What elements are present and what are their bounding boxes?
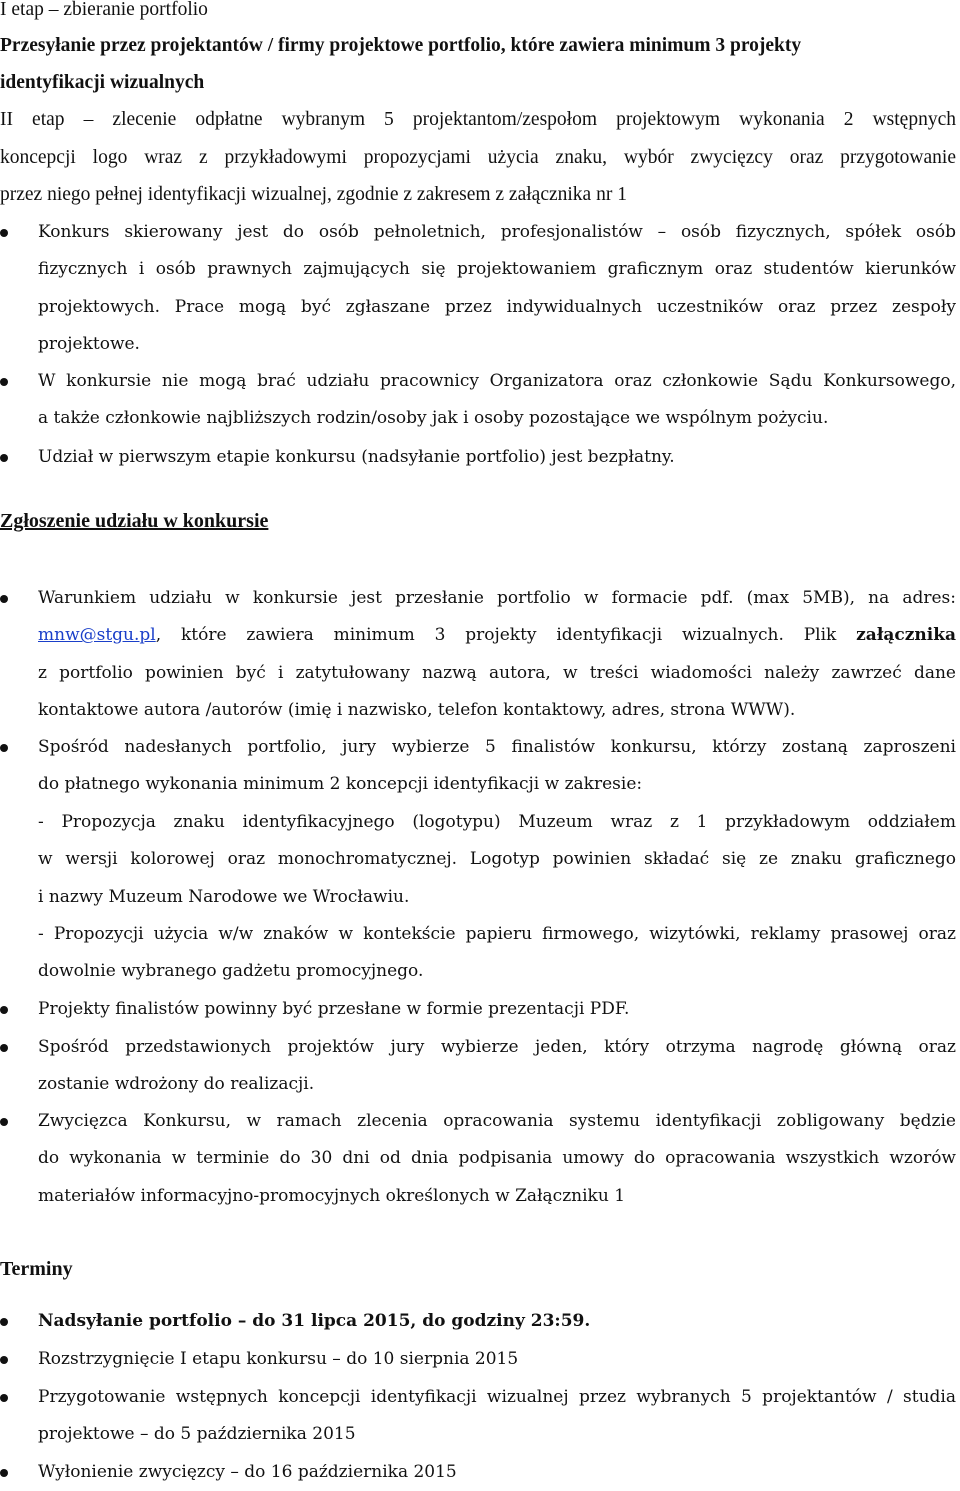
text-line: - Propozycja znaku identyfikacyjnego (logotypu) Muzeum wraz z 1 przykładowym oddziałem xyxy=(38,811,956,832)
text-line: W konkursie nie mogą brać udziału pracownicy Organizatora oraz członkowie Sądu Konkursowego, xyxy=(38,371,956,391)
bullet-icon xyxy=(0,378,8,386)
text-line: materiałów informacyjno-promocyjnych określonych w Załączniku 1 xyxy=(38,1185,626,1206)
bullet-icon xyxy=(0,1118,8,1126)
text-line: Zwycięzca Konkursu, w ramach zlecenia opracowania systemu identyfikacji zobligowany będzie xyxy=(38,1111,956,1131)
text-line: a także członkowie najbliższych rodzin/osoby jak i osoby pozostające we wspólnym pożyciu. xyxy=(38,408,829,429)
list-item xyxy=(38,1029,956,1104)
text-line: do wykonania w terminie do 30 dni od dnia podpisania umowy do opracowania wszystkich wzorów xyxy=(38,1148,956,1169)
list-item xyxy=(38,729,956,991)
deadline-item xyxy=(38,1379,956,1454)
list-item xyxy=(38,1103,956,1215)
section-heading: Terminy xyxy=(0,1258,73,1280)
bullet-icon xyxy=(0,1394,8,1402)
text-line: Konkurs skierowany jest do osób pełnoletnich, profesjonalistów – osób fizycznych, spółek osób xyxy=(38,222,956,242)
text-line: projektowe. xyxy=(38,334,140,355)
text-line: - Propozycji użycia w/w znaków w kontekście papieru firmowego, wizytówki, reklamy prasowej oraz xyxy=(38,923,956,944)
text-line: Przygotowanie wstępnych koncepcji identyfikacji wizualnej przez wybranych 5 projektantów / studia xyxy=(38,1387,956,1407)
bold-word: załącznika xyxy=(856,625,956,646)
text-line: do płatnego wykonania minimum 2 koncepcji identyfikacji w zakresie: xyxy=(38,774,643,795)
stage2-line: koncepcji logo wraz z przykładowymi propozycjami użycia znaku, wybór zwycięzcy oraz przygotowanie xyxy=(0,147,956,168)
list-item xyxy=(38,214,956,364)
text-line xyxy=(38,617,956,654)
text-line: Warunkiem udziału w konkursie jest przesłanie portfolio w formacie pdf. (max 5MB), na adres: xyxy=(38,588,956,608)
list-item xyxy=(38,439,956,476)
deadline-item xyxy=(38,1454,956,1491)
text-line: Wyłonienie zwycięzcy – do 16 października 2015 xyxy=(38,1462,457,1482)
section-heading: Zgłoszenie udziału w konkursie xyxy=(0,510,269,532)
list-item xyxy=(38,580,956,730)
text-line: Projekty finalistów powinny być przesłane w formie prezentacji PDF. xyxy=(38,999,630,1019)
text-line: Spośród przedstawionych projektów jury wybierze jeden, który otrzyma nagrodę główną oraz xyxy=(38,1037,956,1057)
text-line: Udział w pierwszym etapie konkursu (nadsyłanie portfolio) jest bezpłatny. xyxy=(38,447,675,467)
email-link[interactable]: mnw@stgu.pl xyxy=(38,625,156,646)
text-line: zostanie wdrożony do realizacji. xyxy=(38,1074,315,1095)
deadline-item xyxy=(38,1303,956,1340)
text-line: fizycznych i osób prawnych zajmujących się projektowaniem graficznym oraz studentów kierunków xyxy=(38,259,956,280)
text-line: i nazwy Muzeum Narodowe we Wrocławiu. xyxy=(38,886,410,907)
text-line: Spośród nadesłanych portfolio, jury wybierze 5 finalistów konkursu, którzy zostaną zaproszeni xyxy=(38,737,956,757)
bullet-icon xyxy=(0,229,8,237)
deadline-item xyxy=(38,1341,956,1378)
bullet-icon xyxy=(0,1044,8,1052)
stage1-desc-line: Przesyłanie przez projektantów / firmy projektowe portfolio, które zawiera minimum 3 projekty xyxy=(0,35,802,56)
text-line: w wersji kolorowej oraz monochromatycznej. Logotyp powinien składać się ze znaku graficznego xyxy=(38,849,956,870)
bullet-icon xyxy=(0,1356,8,1364)
text-line: projektowe – do 5 października 2015 xyxy=(38,1424,356,1445)
bullet-icon xyxy=(0,454,8,462)
list-item xyxy=(38,991,956,1028)
bullet-icon xyxy=(0,744,8,752)
bullet-icon xyxy=(0,1318,8,1326)
text-line: Rozstrzygnięcie I etapu konkursu – do 10 sierpnia 2015 xyxy=(38,1349,519,1369)
list-item xyxy=(38,363,956,438)
text-fragment: , które zawiera minimum 3 projekty identyfikacji wizualnych. Plik xyxy=(155,625,837,646)
text-line: z portfolio powinien być i zatytułowany nazwą autora, w treści wiadomości należy zawrzeć dane xyxy=(38,662,956,683)
stage1-desc-line: identyfikacji wizualnych xyxy=(0,72,205,93)
text-line: dowolnie wybranego gadżetu promocyjnego. xyxy=(38,961,424,982)
text-line: kontaktowe autora /autorów (imię i nazwisko, telefon kontaktowy, adres, strona WWW). xyxy=(38,700,796,721)
stage2-line: II etap – zlecenie odpłatne wybranym 5 projektantom/zespołom projektowym wykonania 2 wstępnych xyxy=(0,109,956,130)
bullet-icon xyxy=(0,1006,8,1014)
bullet-icon xyxy=(0,1469,8,1477)
text-line: projektowych. Prace mogą być zgłaszane przez indywidualnych uczestników oraz przez zespoły xyxy=(38,296,956,317)
stage1-title: I etap – zbieranie portfolio xyxy=(0,0,208,20)
stage2-line: przez niego pełnej identyfikacji wizualnej, zgodnie z zakresem z załącznika nr 1 xyxy=(0,184,627,205)
text-line: Nadsyłanie portfolio – do 31 lipca 2015, do godziny 23:59. xyxy=(38,1311,591,1331)
bullet-icon xyxy=(0,595,8,603)
